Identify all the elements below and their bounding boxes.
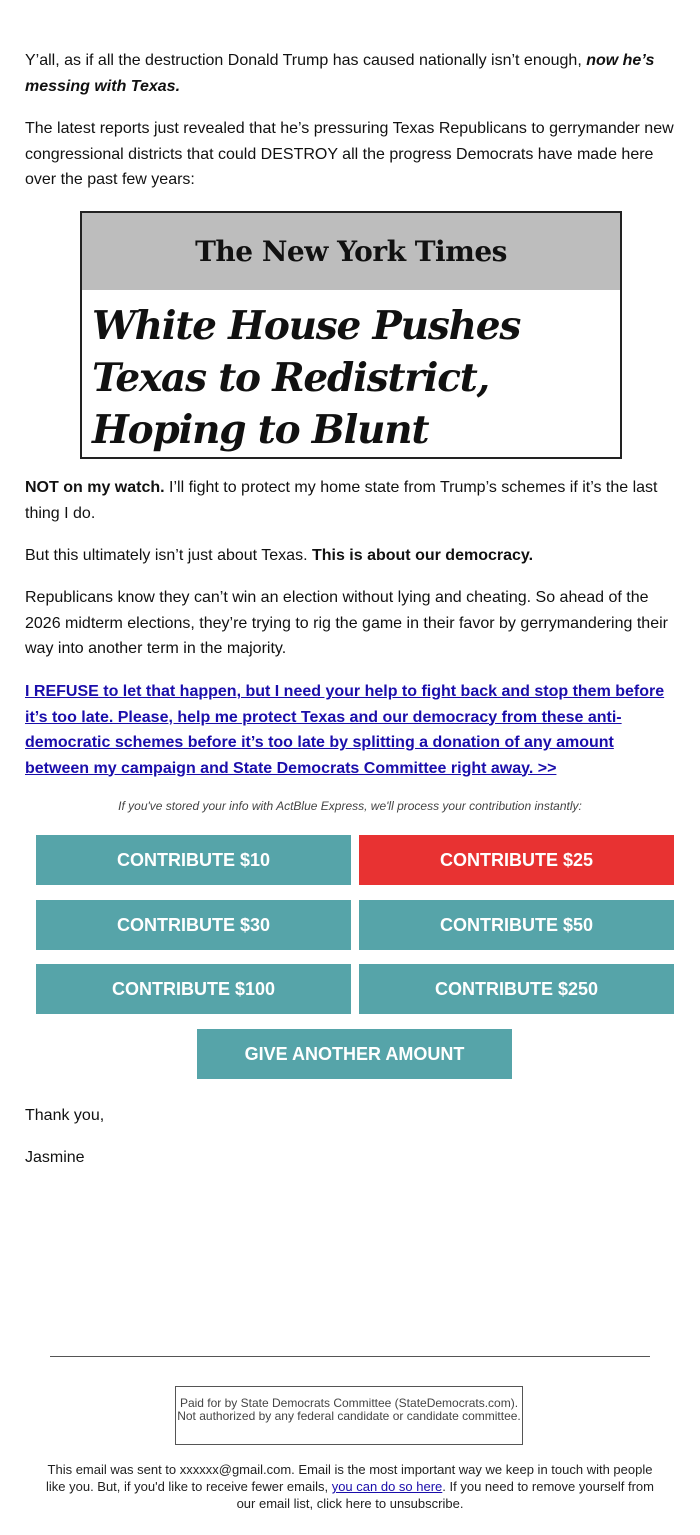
- intro-emphasis: now he’s messing with Texas.: [25, 52, 655, 95]
- paid-for-disclaimer: Paid for by State Democrats Committee (StateDemocrats.com). Not authorized by any federal candidate or candidate committee.: [175, 1386, 523, 1445]
- texas-plain: But this ultimately isn’t just about Texas.: [25, 547, 312, 564]
- intro-text: Y’all, as if all the destruction Donald Trump has caused nationally isn’t enough,: [25, 52, 587, 69]
- signature: Jasmine: [25, 1149, 85, 1166]
- intro-paragraph: [25, 48, 680, 99]
- footer-sent-to: This email was sent to xxxxxx@gmail.com. Email is the most important way we keep in touch with people like you. But, if you'd like to receive fewer emails,: [45, 1462, 653, 1494]
- watch-rest: I’ll fight to protect my home state from Trump’s schemes if it’s the last thing I do.: [25, 479, 658, 522]
- report-paragraph: The latest reports just revealed that he’s pressuring Texas Republicans to gerrymander new congressional districts that could DESTROY all the progress Democrats have made here over the past few years:: [25, 120, 674, 188]
- fewer-emails-link[interactable]: you can do so here: [331, 1479, 443, 1494]
- watch-paragraph: [25, 475, 680, 526]
- texas-paragraph: [25, 543, 680, 569]
- contribute-30-button[interactable]: CONTRIBUTE $30: [36, 900, 351, 950]
- cta-paragraph: [25, 679, 680, 781]
- nyt-logo: The New York Times: [195, 235, 507, 268]
- actblue-note: If you've stored your info with ActBlue Express, we'll process your contribution instantly:: [118, 799, 582, 813]
- footer-unsubscribe-text: . If you need to remove yourself from our email list, click here to unsubscribe.: [236, 1479, 654, 1511]
- watch-bold: NOT on my watch.: [25, 479, 165, 496]
- footer-text: [40, 1461, 660, 1512]
- contribute-250-button[interactable]: CONTRIBUTE $250: [359, 964, 674, 1014]
- donate-cta-link[interactable]: I REFUSE to let that happen, but I need your help to fight back and stop them before it’s too late. Please, help me protect Texas and our democracy from these anti-democratic schemes before it’s too late by splitting a donation of any amount between my campaign and State Democrats Committee right away. >>: [25, 683, 665, 777]
- contribute-10-button[interactable]: CONTRIBUTE $10: [36, 835, 351, 885]
- news-headline-image: [80, 211, 622, 459]
- footer-divider: [50, 1356, 650, 1357]
- contribute-100-button[interactable]: CONTRIBUTE $100: [36, 964, 351, 1014]
- signoff: Thank you,: [25, 1107, 105, 1124]
- nyt-headline: White House Pushes Texas to Redistrict, Hoping to Blunt: [92, 303, 521, 453]
- texas-bold: This is about our democracy.: [311, 547, 534, 564]
- nyt-masthead: [82, 213, 620, 290]
- contribute-50-button[interactable]: CONTRIBUTE $50: [359, 900, 674, 950]
- republicans-paragraph: Republicans know they can’t win an election without lying and cheating. So ahead of the 2026 midterm elections, they’re trying to rig the game in their favor by gerrymandering their way into another term in the majority.: [25, 589, 668, 657]
- give-another-amount-button[interactable]: GIVE ANOTHER AMOUNT: [197, 1029, 512, 1079]
- contribute-25-button[interactable]: CONTRIBUTE $25: [359, 835, 674, 885]
